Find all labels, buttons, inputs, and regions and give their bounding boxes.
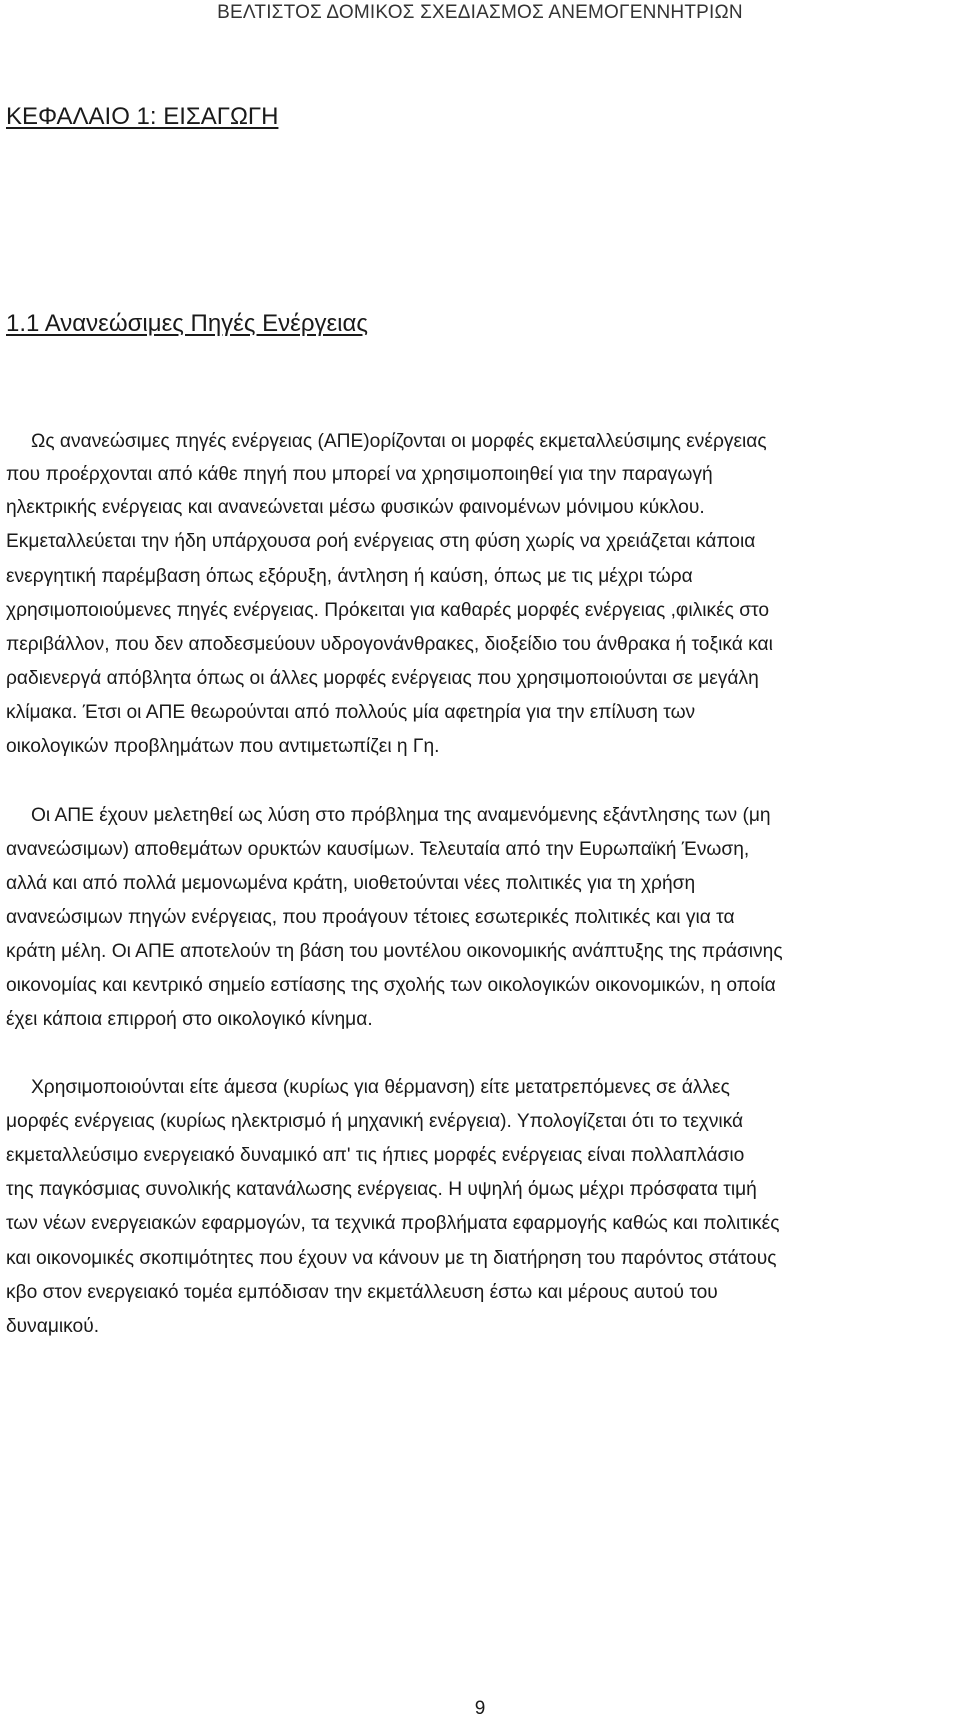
paragraph-line: έχει κάποια επιρροή στο οικολογικό κίνημα. [6,1009,373,1030]
section-title: 1.1 Ανανεώσιμες Πηγές Ενέργειας [6,310,368,337]
paragraph-line: κβο στον ενεργειακό τομέα εμπόδισαν την εκμετάλλευση έστω και μέρους αυτού του [6,1282,718,1303]
paragraph-line: κλίμακα. Έτσι οι ΑΠΕ θεωρούνται από πολλούς μία αφετηρία για την επίλυση των [6,702,696,723]
paragraph-line: αλλά και από πολλά μεμονωμένα κράτη, υιοθετούνται νέες πολιτικές για τη χρήση [6,873,696,894]
page-number: 9 [474,1698,486,1719]
paragraph-line: που προέρχονται από κάθε πηγή που μπορεί να χρησιμοποιηθεί για την παραγωγή [6,464,713,485]
paragraph-line: Ως ανανεώσιμες πηγές ενέργειας (ΑΠΕ)ορίζονται οι μορφές εκμεταλλεύσιμης ενέργειας [31,431,767,452]
running-header: ΒΕΛΤΙΣΤΟΣ ΔΟΜΙΚΟΣ ΣΧΕΔΙΑΣΜΟΣ ΑΝΕΜΟΓΕΝΝΗΤΡΙΩΝ [217,2,743,23]
paragraph-line: χρησιμοποιούμενες πηγές ενέργειας. Πρόκειται για καθαρές μορφές ενέργειας ,φιλικές στο [6,600,770,621]
paragraph-line: οικονομίας και κεντρικό σημείο εστίασης της σχολής των οικολογικών οικονομικών, η οποία [6,975,776,996]
paragraph-line: ενεργητική παρέμβαση όπως εξόρυξη, άντληση ή καύση, όπως με τις μέχρι τώρα [6,566,693,587]
paragraph-line: των νέων ενεργειακών εφαρμογών, τα τεχνικά προβλήματα εφαρμογής καθώς και πολιτικές [6,1213,780,1234]
paragraph-line: οικολογικών προβλημάτων που αντιμετωπίζει η Γη. [6,736,440,757]
paragraph-line: και οικονομικές σκοπιμότητες που έχουν να κάνουν με τη διατήρηση του παρόντος στάτους [6,1248,777,1269]
paragraph-line: Χρησιμοποιούνται είτε άμεσα (κυρίως για θέρμανση) είτε μετατρεπόμενες σε άλλες [31,1077,730,1098]
paragraph-line: ανανεώσιμων πηγών ενέργειας, που προάγουν τέτοιες εσωτερικές πολιτικές και για τα [6,907,735,928]
chapter-title: ΚΕΦΑΛΑΙΟ 1: ΕΙΣΑΓΩΓΗ [6,103,279,130]
paragraph-line: περιβάλλον, που δεν αποδεσμεύουν υδρογονάνθρακες, διοξείδιο του άνθρακα ή τοξικά και [6,634,773,655]
paragraph-line: Εκμεταλλεύεται την ήδη υπάρχουσα ροή ενέργειας στη φύση χωρίς να χρειάζεται κάποια [6,531,756,552]
paragraph-line: ραδιενεργά απόβλητα όπως οι άλλες μορφές ενέργειας που χρησιμοποιούνται σε μεγάλη [6,668,759,689]
paragraph-line: κράτη μέλη. Οι ΑΠΕ αποτελούν τη βάση του μοντέλου οικονομικής ανάπτυξης της πράσινης [6,941,783,962]
paragraph-line: ηλεκτρικής ενέργειας και ανανεώνεται μέσω φυσικών φαινομένων μόνιμου κύκλου. [6,497,705,518]
paragraph-line: Οι ΑΠΕ έχουν μελετηθεί ως λύση στο πρόβλημα της αναμενόμενης εξάντλησης των (μη [31,805,771,826]
paragraph-line: εκμεταλλεύσιμο ενεργειακό δυναμικό απ' τις ήπιες μορφές ενέργειας είναι πολλαπλάσιο [6,1145,745,1166]
paragraph-line: δυναμικού. [6,1316,100,1337]
paragraph-line: της παγκόσμιας συνολικής κατανάλωσης ενέργειας. Η υψηλή όμως μέχρι πρόσφατα τιμή [6,1179,757,1200]
paragraph-line: μορφές ενέργειας (κυρίως ηλεκτρισμό ή μηχανική ενέργεια). Υπολογίζεται ότι το τεχνικά [6,1111,744,1132]
paragraph-line: ανανεώσιμων) αποθεμάτων ορυκτών καυσίμων. Τελευταία από την Ευρωπαϊκή Ένωση, [6,839,750,860]
